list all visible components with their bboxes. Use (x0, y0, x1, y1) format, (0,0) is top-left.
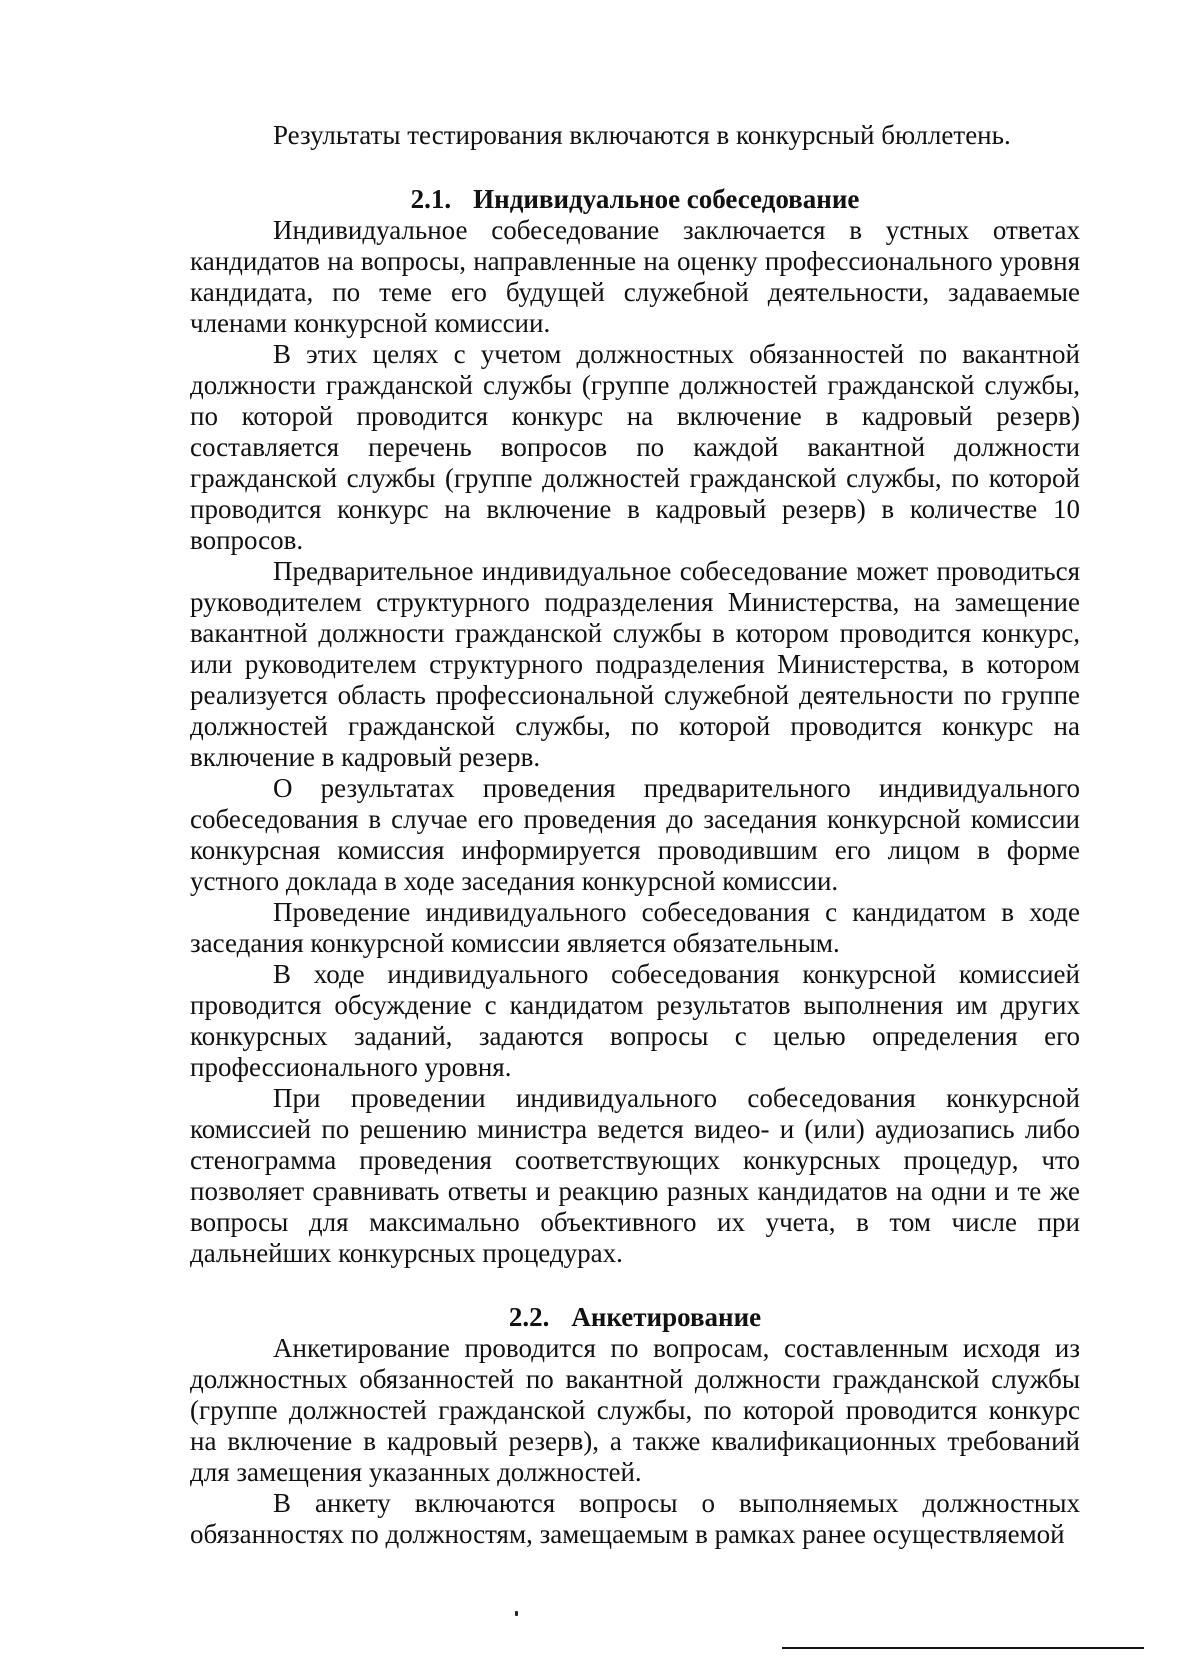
paragraph: Проведение индивидуального собеседования с кандидатом в ходе заседания конкурсной комиссии является обязательным. (190, 897, 1080, 958)
section-heading-2-2 (190, 1302, 1080, 1333)
paragraph: В ходе индивидуального собеседования конкурсной комиссией проводится обсуждение с кандидатом результатов выполнения им других конкурсных заданий, задаются вопросы с целью определения его профессионального уровня. (190, 959, 1080, 1082)
paragraph: Индивидуальное собеседование заключается в устных ответах кандидатов на вопросы, направленные на оценку профессионального уровня кандидата, по теме его будущей служебной деятельности, задаваемые членами конкурсной комиссии. (190, 215, 1080, 338)
section-body-2-1 (190, 215, 1080, 1269)
paragraph: В этих целях с учетом должностных обязанностей по вакантной должности гражданской службы (группе должностей гражданской службы, по которой проводится конкурс на включение в кадровый резерв) составляется перечень вопросов по каждой вакантной должности гражданской службы (группе должностей гражданской службы, по которой проводится конкурс на включение в кадровый резерв) в количестве 10 вопросов. (190, 339, 1080, 555)
paragraph: Предварительное индивидуальное собеседование может проводиться руководителем структурного подразделения Министерства, на замещение вакантной должности гражданской службы в котором проводится конкурс, или руководителем структурного подразделения Министерства, в котором реализуется область профессиональной служебной деятельности по группе должностей гражданской службы, по которой проводится конкурс на включение в кадровый резерв. (190, 556, 1080, 772)
section-title: Индивидуальное собеседование (473, 184, 860, 214)
section-body-2-2 (190, 1333, 1080, 1550)
paragraph: При проведении индивидуального собеседования конкурсной комиссией по решению министра ведется видео- и (или) аудиозапись либо стенограмма проведения соответствующих конкурсных процедур, что позволяет сравнивать ответы и реакцию разных кандидатов на одни и те же вопросы для максимально объективного их учета, в том числе при дальнейших конкурсных процедурах. (190, 1083, 1080, 1268)
section-number: 2.1. (410, 184, 452, 214)
intro-paragraph (190, 120, 1080, 151)
section-heading-2-1 (190, 184, 1080, 215)
section-title: Анкетирование (571, 1302, 762, 1332)
paragraph: Результаты тестирования включаются в конкурсный бюллетень. (273, 120, 1011, 150)
paragraph: О результатах проведения предварительного индивидуального собеседования в случае его проведения до заседания конкурсной комиссии конкурсная комиссия информируется проводившим его лицом в форме устного доклада в ходе заседания конкурсной комиссии. (190, 773, 1080, 896)
section-number: 2.2. (508, 1302, 550, 1332)
paragraph: В анкету включаются вопросы о выполняемых должностных обязанностях по должностям, замещаемым в рамках ранее осуществляемой (190, 1488, 1080, 1549)
scan-speck (515, 1611, 518, 1616)
footer-rule (782, 1647, 1144, 1649)
paragraph: Анкетирование проводится по вопросам, составленным исходя из должностных обязанностей по вакантной должности гражданской службы (группе должностей гражданской службы, по которой проводится конкурс на включение в кадровый резерв), а также квалификационных требований для замещения указанных должностей. (190, 1333, 1080, 1487)
